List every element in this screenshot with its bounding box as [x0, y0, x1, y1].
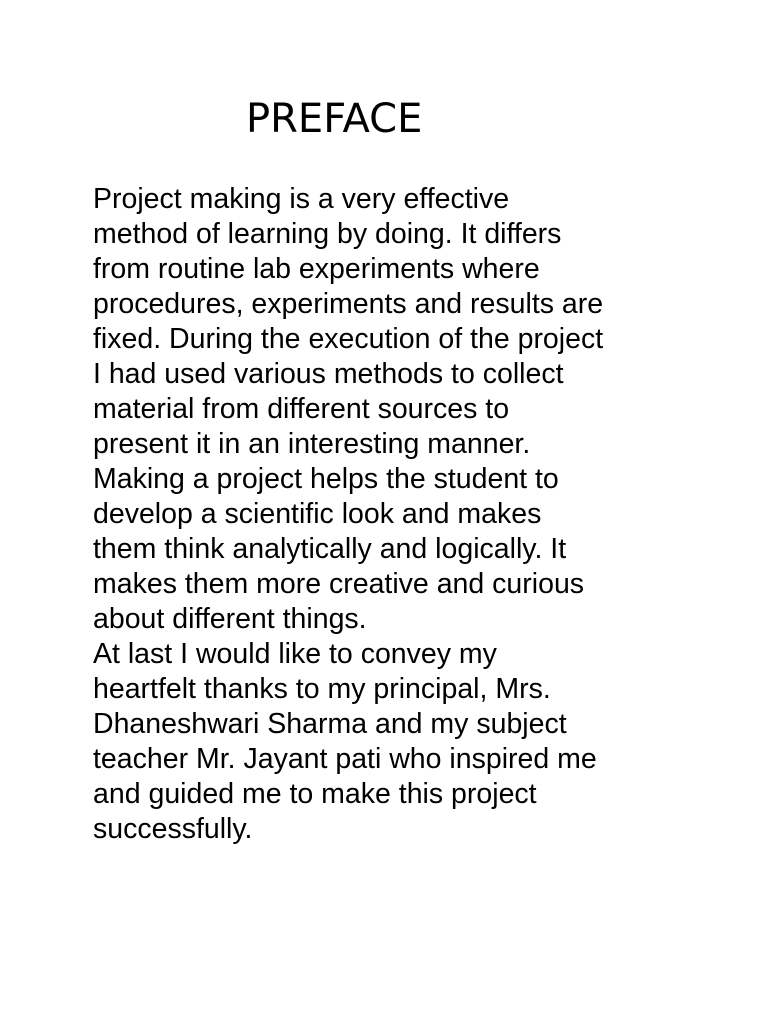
text-line: material from different sources to	[93, 393, 510, 425]
text-line: fixed. During the execution of the project	[93, 323, 604, 355]
text-line: At last I would like to convey my	[93, 638, 497, 670]
text-line: I had used various methods to collect	[93, 358, 564, 390]
text-line: procedures, experiments and results are	[93, 288, 604, 320]
text-line: Project making is a very effective	[93, 183, 510, 215]
text-line: from routine lab experiments where	[93, 253, 540, 285]
text-line: heartfelt thanks to my principal, Mrs.	[93, 673, 551, 705]
text-line: present it in an interesting manner.	[93, 428, 531, 460]
text-line: Dhaneshwari Sharma and my subject	[93, 708, 567, 740]
preface-body	[93, 182, 693, 847]
text-line: develop a scientific look and makes	[93, 498, 542, 530]
text-line: successfully.	[93, 813, 253, 845]
text-line: and guided me to make this project	[93, 778, 537, 810]
text-line: Making a project helps the student to	[93, 463, 559, 495]
text-line: makes them more creative and curious	[93, 568, 585, 600]
text-line: teacher Mr. Jayant pati who inspired me	[93, 743, 597, 775]
page-title: PREFACE	[246, 96, 423, 142]
text-line: about different things.	[93, 603, 367, 635]
text-line: method of learning by doing. It differs	[93, 218, 562, 250]
text-line: them think analytically and logically. It	[93, 533, 567, 565]
